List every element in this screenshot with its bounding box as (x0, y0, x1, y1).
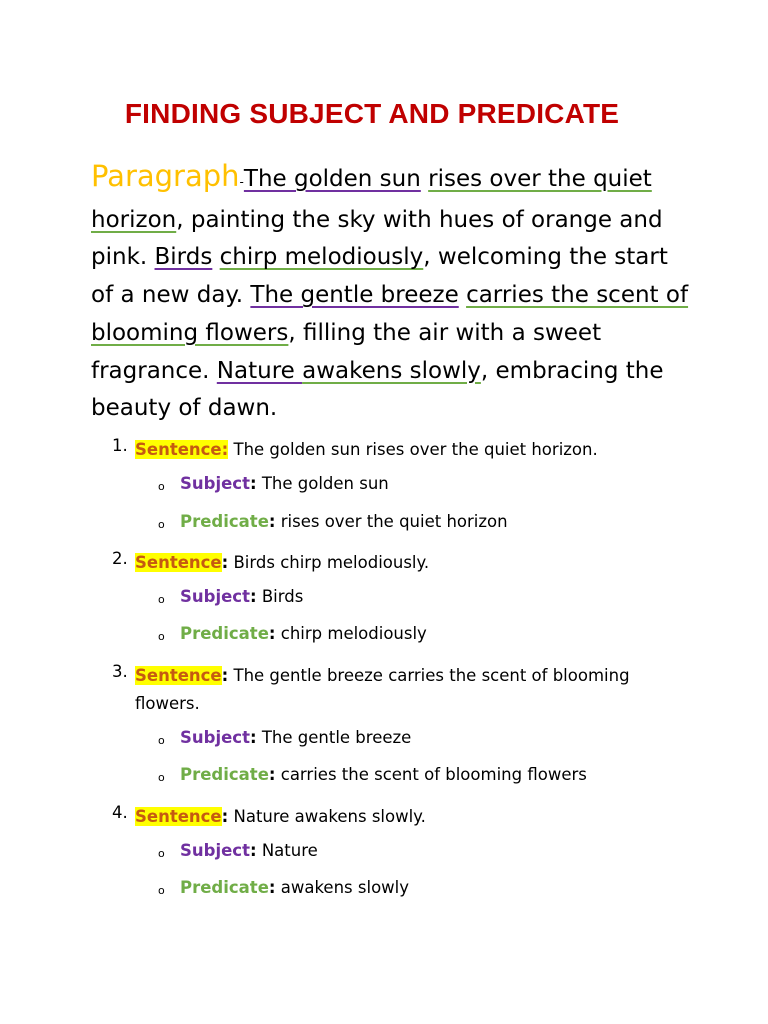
page-title: FINDING SUBJECT AND PREDICATE (124, 98, 620, 129)
bullet-icon: o (158, 480, 165, 493)
predicate-label: Predicate (180, 765, 269, 784)
paragraph-s3-subject: The gentle breeze (250, 282, 459, 309)
sentence-value: The gentle breeze carries the scent of blooming flowers. (135, 666, 630, 713)
subject-value: Nature (261, 841, 318, 860)
paragraph-dash: - (239, 175, 244, 189)
list-number: 1. (112, 436, 128, 455)
paragraph-s2-rest: , welcoming the start of a new day. (91, 244, 668, 309)
sentence-value: The golden sun rises over the quiet horizon. (233, 440, 598, 459)
sentence-text: Sentence: The gentle breeze carries the scent of blooming flowers. (135, 666, 630, 713)
sentence-value: Birds chirp melodiously. (233, 553, 430, 572)
paragraph-s1-rest: , painting the sky with hues of orange and pink. (91, 206, 663, 271)
paragraph-label: Paragraph (91, 159, 240, 193)
document-page: FINDING SUBJECT AND PREDICATE Paragraph-The golden sun rises over the quiet horizon, painting the sky with hues of orange and pink. Birds chirp melodiously, welcoming the start of a new day. The gentle breeze carries the scent of blooming flowers, filling the air with a sweet fragrance. Nature awakens slowly, embracing the beauty of dawn. 1. Sentence: The golden sun rises over the quiet horizon. o Subject: The golden sun o Predicate: rises over the quiet horizon 2. Sentence: Birds chirp melodiously. o Subject: Birds o Predicate: chirp melodiously 3. Sentence: The gentle breeze carries the scent of blooming flowers. o Subject: The gentle breeze o Predicate: carries the scent of blooming flowers 4. Sentence: Nature awakens slowly. o Subject: Nature o Predicate: awakens slowly (0, 0, 768, 1024)
sentence-text: Sentence: Birds chirp melodiously. (135, 553, 430, 572)
bullet-icon: o (158, 630, 165, 643)
bullet-icon: o (158, 847, 165, 860)
predicate-value: awakens slowly (280, 878, 410, 897)
bullet-icon: o (158, 593, 165, 606)
subject-value: Birds (261, 587, 304, 606)
paragraph-s4-rest: , embracing the beauty of dawn. (91, 357, 664, 422)
predicate-value: chirp melodiously (280, 624, 427, 643)
subject-label: Subject (180, 841, 250, 860)
predicate-label: Predicate (180, 878, 269, 897)
sentence-label: Sentence (135, 666, 222, 685)
sentence-label: Sentence (135, 553, 222, 572)
sentence-label: Sentence (135, 807, 222, 826)
predicate-value: carries the scent of blooming flowers (280, 765, 587, 784)
paragraph-s4-subject: Nature (216, 357, 303, 384)
predicate-label: Predicate (180, 624, 269, 643)
paragraph-s3-predicate: carries the scent of blooming flowers (91, 282, 689, 346)
paragraph-block (91, 158, 691, 428)
predicate-value: rises over the quiet horizon (280, 512, 508, 531)
paragraph-s3-rest: , filling the air with a sweet fragrance. (91, 319, 602, 384)
subject-label: Subject (180, 587, 250, 606)
list-number: 3. (112, 662, 128, 681)
sentence-value: Nature awakens slowly. (233, 807, 426, 826)
bullet-icon: o (158, 734, 165, 747)
sentence-text (135, 436, 635, 464)
paragraph-s2-subject: Birds (154, 244, 213, 271)
paragraph-s1-subject: The golden sun (243, 166, 421, 192)
subject-value: The golden sun (261, 474, 389, 493)
paragraph-s2-predicate: chirp melodiously (219, 244, 424, 271)
bullet-icon: o (158, 518, 165, 531)
bullet-icon: o (158, 884, 165, 897)
predicate-label: Predicate (180, 512, 269, 531)
paragraph-s4-predicate: awakens slowly (302, 357, 481, 384)
subject-label: Subject (180, 728, 250, 747)
paragraph-s1-predicate: rises over the quiet horizon (91, 166, 652, 233)
subject-value: The gentle breeze (261, 728, 412, 747)
bullet-icon: o (158, 771, 165, 784)
sentence-label: Sentence: (135, 440, 229, 459)
list-number: 4. (112, 803, 128, 822)
sentence-text: Sentence: Nature awakens slowly. (135, 807, 426, 826)
list-number: 2. (112, 549, 128, 568)
subject-label: Subject (180, 474, 250, 493)
